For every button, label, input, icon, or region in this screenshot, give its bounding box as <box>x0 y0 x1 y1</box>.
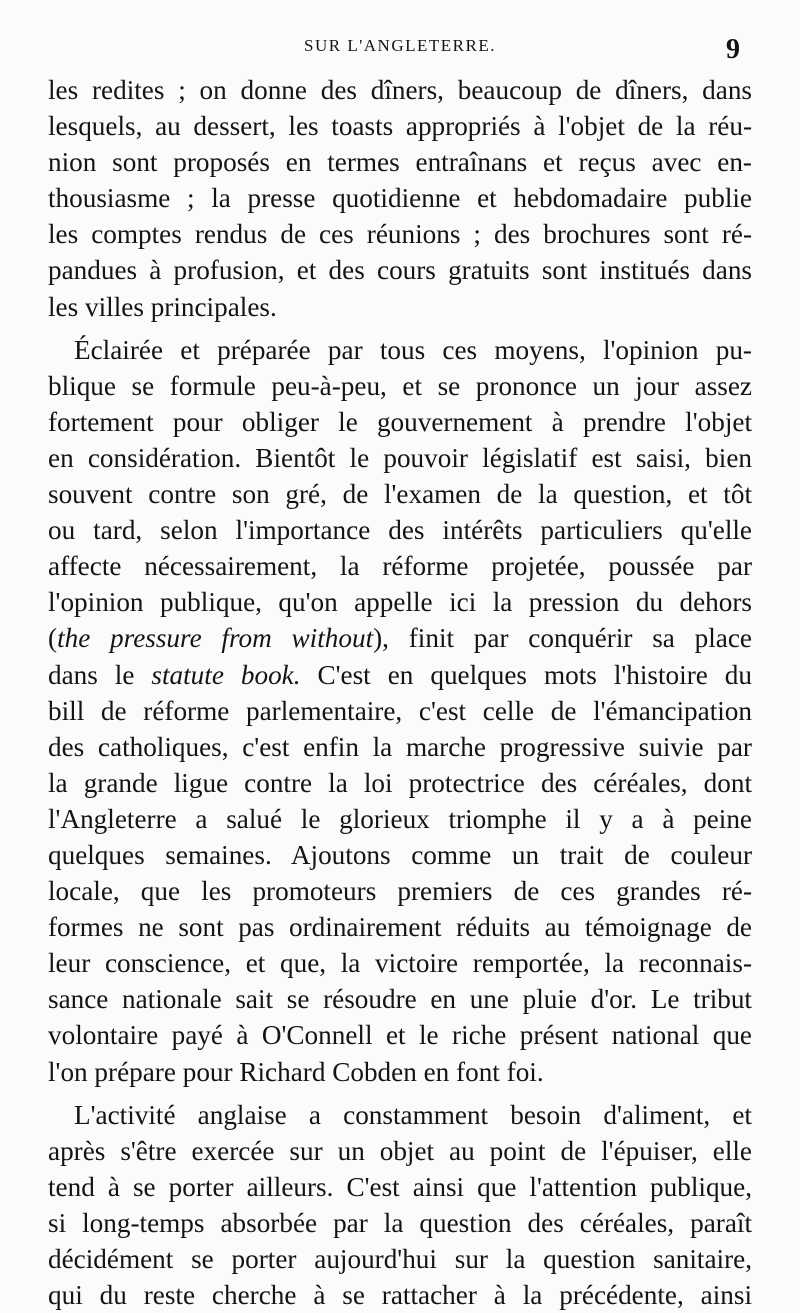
body-text <box>48 72 752 1313</box>
text-line: qui du reste cherche à se rattacher à la précédente, ainsi <box>48 1280 752 1311</box>
text-line: ou tard, selon l'importance des intérêts particuliers qu'elle <box>48 515 752 546</box>
text-line: l'Angleterre a salué le glorieux triomphe il y a à peine <box>48 803 752 834</box>
text-line: L'activité anglaise a constamment besoin d'aliment, et <box>74 1099 752 1130</box>
text-line: lesquels, au dessert, les toasts appropriés à l'objet de la réu- <box>48 111 752 142</box>
text-line: nion sont proposés en termes entraînans et reçus avec en- <box>48 147 752 178</box>
text-line: après s'être exercée sur un objet au point de l'épuiser, elle <box>48 1135 752 1166</box>
paragraph-2 <box>48 332 752 1090</box>
page-header <box>48 34 752 64</box>
text-segment: ), finit par conquérir sa place <box>373 623 752 654</box>
text-line: bill de réforme parlementaire, c'est celle de l'émancipation <box>48 695 752 726</box>
text-segment: dans le <box>48 659 152 690</box>
running-head: SUR L'ANGLETERRE. <box>304 36 496 55</box>
text-line: locale, que les promoteurs premiers de ces grandes ré- <box>48 876 752 907</box>
text-line: si long-temps absorbée par la question des céréales, paraît <box>48 1207 752 1238</box>
paragraph-3 <box>48 1097 752 1313</box>
text-line: l'on prépare pour Richard Cobden en font foi. <box>48 1056 544 1087</box>
text-line: les villes principales. <box>48 291 277 322</box>
text-line: les redites ; on donne des dîners, beaucoup de dîners, dans <box>48 75 752 105</box>
text-line: la grande ligue contre la loi protectrice des céréales, dont <box>48 767 752 798</box>
text-line: Éclairée et préparée par tous ces moyens, l'opinion pu- <box>74 334 752 365</box>
text-line: sance nationale sait se résoudre en une pluie d'or. Le tribut <box>48 984 752 1015</box>
text-line: leur conscience, et que, la victoire remportée, la reconnais- <box>48 948 752 979</box>
text-line: volontaire payé à O'Connell et le riche présent national que <box>48 1020 752 1051</box>
text-line: quelques semaines. Ajoutons comme un trait de couleur <box>48 839 752 870</box>
text-line: souvent contre son gré, de l'examen de la question, et tôt <box>48 479 752 510</box>
text-line-with-italic <box>48 657 752 693</box>
text-line: blique se formule peu-à-peu, et se prononce un jour assez <box>48 370 752 401</box>
italic-phrase: statute book. <box>151 659 301 690</box>
text-line: tend à se porter ailleurs. C'est ainsi que l'attention publique, <box>48 1171 752 1202</box>
text-segment: ( <box>48 623 58 654</box>
text-line: les comptes rendus de ces réunions ; des brochures sont ré- <box>48 219 752 250</box>
text-line: décidément se porter aujourd'hui sur la question sanitaire, <box>48 1244 752 1274</box>
text-line: en considération. Bientôt le pouvoir législatif est saisi, bien <box>48 442 752 473</box>
text-line: formes ne sont pas ordinairement réduits au témoignage de <box>48 912 752 943</box>
text-line: thousiasme ; la presse quotidienne et hebdomadaire publie <box>48 183 752 214</box>
text-line: pandues à profusion, et des cours gratuits sont institués dans <box>48 255 752 286</box>
paragraph-1 <box>48 72 752 325</box>
page-number: 9 <box>726 34 740 65</box>
text-segment: C'est en quelques mots l'histoire du <box>300 659 752 690</box>
text-line: des catholiques, c'est enfin la marche progressive suivie par <box>48 731 752 762</box>
text-line: affecte nécessairement, la réforme projetée, poussée par <box>48 551 752 582</box>
text-line-with-italic <box>48 620 752 656</box>
italic-phrase: the pressure from without <box>57 623 374 654</box>
text-line: l'opinion publique, qu'on appelle ici la pression du dehors <box>48 587 752 618</box>
text-line: fortement pour obliger le gouvernement à prendre l'objet <box>48 406 752 437</box>
